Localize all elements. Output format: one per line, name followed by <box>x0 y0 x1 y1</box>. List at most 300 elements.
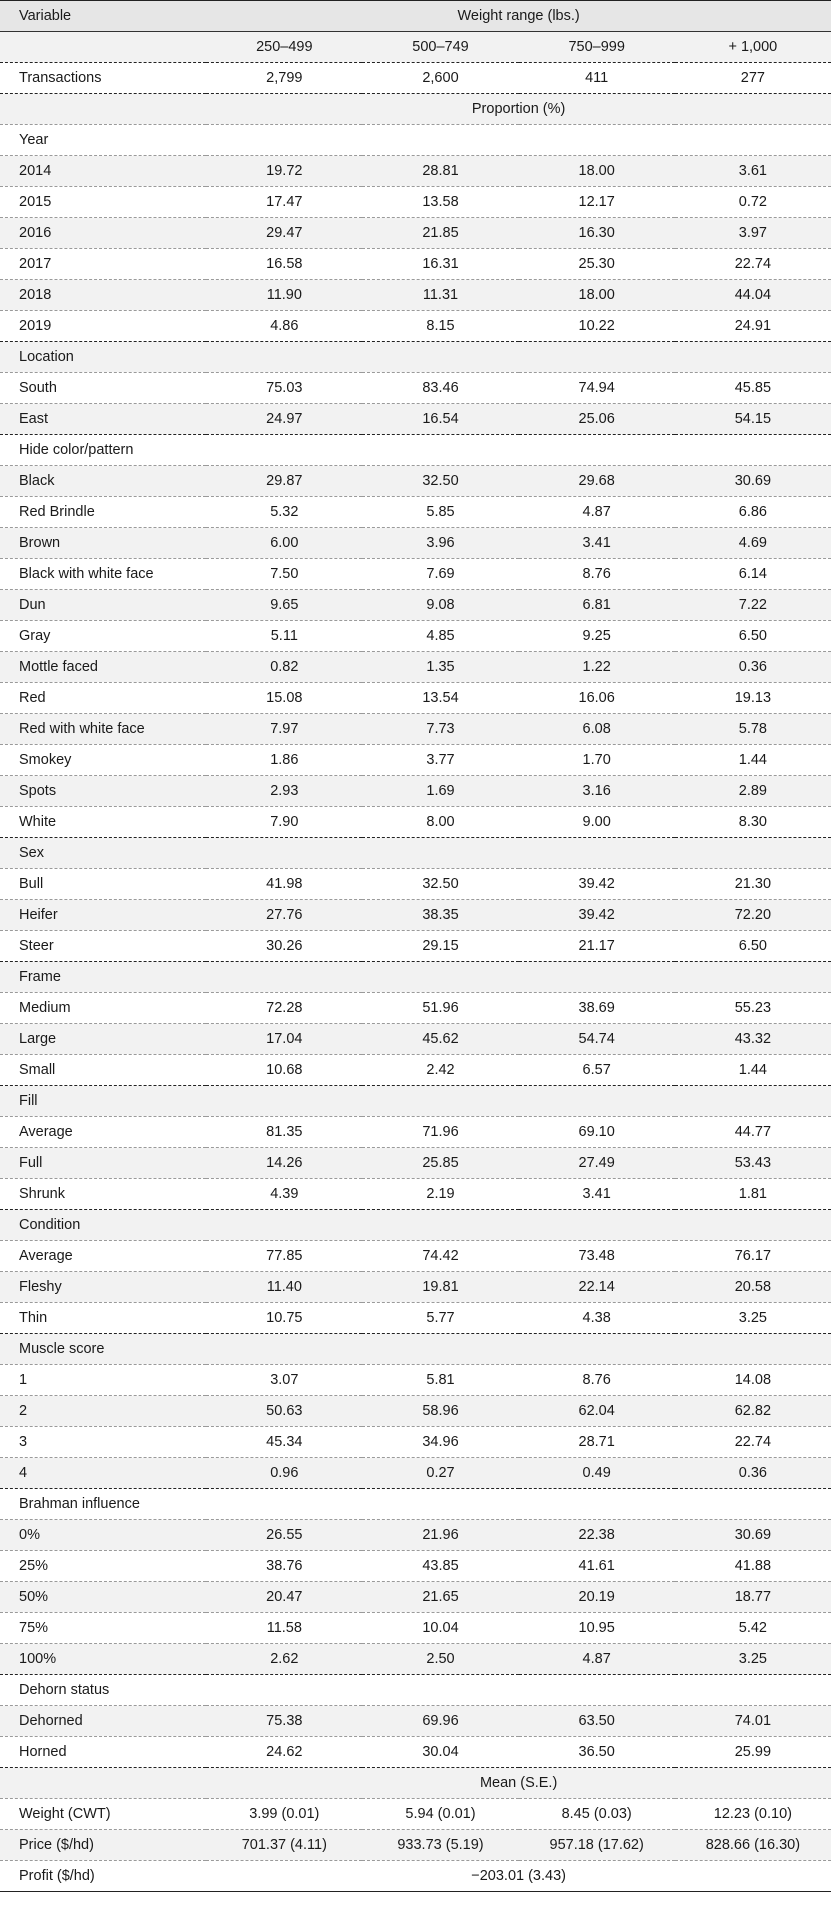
cell-value: 10.68 <box>206 1055 362 1086</box>
cell-value: 20.19 <box>519 1582 675 1613</box>
cell-value: 27.49 <box>519 1148 675 1179</box>
cell-value: 4.38 <box>519 1303 675 1334</box>
cell-value: 11.31 <box>362 280 518 311</box>
table-row <box>0 931 831 962</box>
cell-value: 8.76 <box>519 1365 675 1396</box>
row-label: Shrunk <box>0 1179 206 1210</box>
cell-value: 2.42 <box>362 1055 518 1086</box>
cell-value: 2.62 <box>206 1644 362 1675</box>
section-title: Dehorn status <box>0 1675 831 1706</box>
cell-value: 13.58 <box>362 187 518 218</box>
cell-value: 39.42 <box>519 869 675 900</box>
cell-value: 44.04 <box>675 280 831 311</box>
cell-value: 74.42 <box>362 1241 518 1272</box>
cell-value: 7.97 <box>206 714 362 745</box>
cell-value: 34.96 <box>362 1427 518 1458</box>
cell-value: 62.82 <box>675 1396 831 1427</box>
row-label: Thin <box>0 1303 206 1334</box>
row-label: 100% <box>0 1644 206 1675</box>
column-header: 750–999 <box>519 32 675 63</box>
cell-value: 16.30 <box>519 218 675 249</box>
row-label: 75% <box>0 1613 206 1644</box>
cell-value: 3.16 <box>519 776 675 807</box>
cell-value: 6.81 <box>519 590 675 621</box>
section-title-row <box>0 435 831 466</box>
row-label: 2016 <box>0 218 206 249</box>
cell-value: 3.96 <box>362 528 518 559</box>
table-row <box>0 1706 831 1737</box>
table-row <box>0 311 831 342</box>
cell-value: 28.71 <box>519 1427 675 1458</box>
section-title: Location <box>0 342 831 373</box>
cell-value: 7.69 <box>362 559 518 590</box>
table-row <box>0 993 831 1024</box>
cell-value: 50.63 <box>206 1396 362 1427</box>
cell-value: 26.55 <box>206 1520 362 1551</box>
cell-value: 14.08 <box>675 1365 831 1396</box>
cell-value: 0.36 <box>675 1458 831 1489</box>
table-row <box>0 590 831 621</box>
table-row <box>0 1365 831 1396</box>
section-title-row <box>0 342 831 373</box>
cell-value: 7.90 <box>206 807 362 838</box>
row-label: 2 <box>0 1396 206 1427</box>
cell-value: 0.36 <box>675 652 831 683</box>
cell-value: 44.77 <box>675 1117 831 1148</box>
cell-value: 53.43 <box>675 1148 831 1179</box>
cell-value: 4.86 <box>206 311 362 342</box>
cell-value: 58.96 <box>362 1396 518 1427</box>
cell-value: 6.00 <box>206 528 362 559</box>
proportion-label: Proportion (%) <box>206 94 831 125</box>
cell-value: 15.08 <box>206 683 362 714</box>
cell-value: 36.50 <box>519 1737 675 1768</box>
cell-value: 11.58 <box>206 1613 362 1644</box>
cell-value: 72.20 <box>675 900 831 931</box>
table-header-row <box>0 1 831 32</box>
table-row <box>0 404 831 435</box>
cell-value: 21.17 <box>519 931 675 962</box>
cell-value: 25.06 <box>519 404 675 435</box>
row-label: White <box>0 807 206 838</box>
cell-value: 18.00 <box>519 280 675 311</box>
column-header: 250–499 <box>206 32 362 63</box>
cell-value: 3.41 <box>519 528 675 559</box>
row-label: East <box>0 404 206 435</box>
row-label: Weight (CWT) <box>0 1799 206 1830</box>
cell-value: 24.97 <box>206 404 362 435</box>
cell-value: 9.08 <box>362 590 518 621</box>
row-label: 0% <box>0 1520 206 1551</box>
cell-value: 8.30 <box>675 807 831 838</box>
row-label: Red with white face <box>0 714 206 745</box>
table-row <box>0 1179 831 1210</box>
cell-value: 1.22 <box>519 652 675 683</box>
cell-value: 411 <box>519 63 675 94</box>
table-row <box>0 1024 831 1055</box>
section-title: Condition <box>0 1210 831 1241</box>
row-label: Average <box>0 1241 206 1272</box>
cell-value: 29.47 <box>206 218 362 249</box>
cell-value: 3.77 <box>362 745 518 776</box>
cell-value: 1.86 <box>206 745 362 776</box>
cell-value: 16.06 <box>519 683 675 714</box>
weight-range-header: Weight range (lbs.) <box>206 1 831 32</box>
cell-value: 5.94 (0.01) <box>362 1799 518 1830</box>
cell-value: 3.97 <box>675 218 831 249</box>
mean-label: Mean (S.E.) <box>206 1768 831 1799</box>
section-title-row <box>0 1086 831 1117</box>
cell-value: 12.23 (0.10) <box>675 1799 831 1830</box>
proportion-row <box>0 94 831 125</box>
cell-value: 19.13 <box>675 683 831 714</box>
section-title: Sex <box>0 838 831 869</box>
cell-value: 16.54 <box>362 404 518 435</box>
table-row <box>0 1303 831 1334</box>
table-row <box>0 714 831 745</box>
row-label: 1 <box>0 1365 206 1396</box>
table-row <box>0 621 831 652</box>
cell-value: 25.85 <box>362 1148 518 1179</box>
table-row <box>0 187 831 218</box>
cell-value: 77.85 <box>206 1241 362 1272</box>
cell-value: 20.58 <box>675 1272 831 1303</box>
row-label: Large <box>0 1024 206 1055</box>
row-label: Steer <box>0 931 206 962</box>
cell-value: 18.77 <box>675 1582 831 1613</box>
mean-row <box>0 1799 831 1830</box>
cell-value: 8.45 (0.03) <box>519 1799 675 1830</box>
cell-value: 0.96 <box>206 1458 362 1489</box>
table-row <box>0 683 831 714</box>
section-title: Hide color/pattern <box>0 435 831 466</box>
cell-value: 43.85 <box>362 1551 518 1582</box>
cell-value: 18.00 <box>519 156 675 187</box>
cell-value: 30.26 <box>206 931 362 962</box>
cell-value: 27.76 <box>206 900 362 931</box>
cell-value: 8.76 <box>519 559 675 590</box>
profit-value: −203.01 (3.43) <box>206 1861 831 1892</box>
cell-value: 6.57 <box>519 1055 675 1086</box>
cell-value: 8.15 <box>362 311 518 342</box>
table-row <box>0 218 831 249</box>
cell-value: 957.18 (17.62) <box>519 1830 675 1861</box>
variable-header: Variable <box>0 1 206 32</box>
table-row <box>0 1117 831 1148</box>
row-label: Dehorned <box>0 1706 206 1737</box>
cell-value: 30.69 <box>675 466 831 497</box>
cell-value: 28.81 <box>362 156 518 187</box>
row-label: 2019 <box>0 311 206 342</box>
cell-value: 9.25 <box>519 621 675 652</box>
cell-value: 10.22 <box>519 311 675 342</box>
table-row <box>0 1644 831 1675</box>
table-row <box>0 1396 831 1427</box>
cell-value: 38.69 <box>519 993 675 1024</box>
row-label: Black with white face <box>0 559 206 590</box>
cell-value: 9.00 <box>519 807 675 838</box>
cell-value: 38.76 <box>206 1551 362 1582</box>
cell-value: 16.58 <box>206 249 362 280</box>
cell-value: 21.30 <box>675 869 831 900</box>
cell-value: 24.62 <box>206 1737 362 1768</box>
cell-value: 6.86 <box>675 497 831 528</box>
mean-row <box>0 1830 831 1861</box>
row-label: 2017 <box>0 249 206 280</box>
cell-value: 6.50 <box>675 931 831 962</box>
cell-value: 21.96 <box>362 1520 518 1551</box>
row-label: South <box>0 373 206 404</box>
cell-value: 2.89 <box>675 776 831 807</box>
cell-value: 19.72 <box>206 156 362 187</box>
cell-value: 29.68 <box>519 466 675 497</box>
cell-value: 11.90 <box>206 280 362 311</box>
cell-value: 54.15 <box>675 404 831 435</box>
cell-value: 5.85 <box>362 497 518 528</box>
table-row <box>0 559 831 590</box>
cell-value: 22.74 <box>675 249 831 280</box>
section-title-row <box>0 962 831 993</box>
cell-value: 25.99 <box>675 1737 831 1768</box>
row-label: Gray <box>0 621 206 652</box>
cell-value: 0.27 <box>362 1458 518 1489</box>
cell-value: 17.04 <box>206 1024 362 1055</box>
empty-cell <box>0 94 206 125</box>
section-title: Year <box>0 125 831 156</box>
row-label: 4 <box>0 1458 206 1489</box>
row-label: Mottle faced <box>0 652 206 683</box>
cell-value: 6.14 <box>675 559 831 590</box>
cell-value: 30.04 <box>362 1737 518 1768</box>
mean-header-row <box>0 1768 831 1799</box>
cell-value: 75.38 <box>206 1706 362 1737</box>
section-title-row <box>0 1489 831 1520</box>
cell-value: 22.74 <box>675 1427 831 1458</box>
cell-value: 10.75 <box>206 1303 362 1334</box>
cell-value: 83.46 <box>362 373 518 404</box>
cell-value: 5.77 <box>362 1303 518 1334</box>
row-label: Transactions <box>0 63 206 94</box>
cell-value: 10.95 <box>519 1613 675 1644</box>
cell-value: 6.50 <box>675 621 831 652</box>
row-label: Red <box>0 683 206 714</box>
cell-value: 81.35 <box>206 1117 362 1148</box>
row-label: Black <box>0 466 206 497</box>
cell-value: 3.25 <box>675 1644 831 1675</box>
cell-value: 62.04 <box>519 1396 675 1427</box>
table-row <box>0 528 831 559</box>
cell-value: 4.87 <box>519 497 675 528</box>
cell-value: 75.03 <box>206 373 362 404</box>
row-label: 2018 <box>0 280 206 311</box>
weight-columns-row <box>0 32 831 63</box>
cell-value: 45.34 <box>206 1427 362 1458</box>
cell-value: 3.41 <box>519 1179 675 1210</box>
cell-value: 10.04 <box>362 1613 518 1644</box>
cell-value: 41.61 <box>519 1551 675 1582</box>
cell-value: 5.78 <box>675 714 831 745</box>
row-label: Small <box>0 1055 206 1086</box>
cell-value: 4.87 <box>519 1644 675 1675</box>
cell-value: 17.47 <box>206 187 362 218</box>
cell-value: 7.73 <box>362 714 518 745</box>
section-title-row <box>0 838 831 869</box>
table-body <box>0 1 831 1892</box>
cell-value: 14.26 <box>206 1148 362 1179</box>
cell-value: 933.73 (5.19) <box>362 1830 518 1861</box>
row-label: Profit ($/hd) <box>0 1861 206 1892</box>
table-row <box>0 1551 831 1582</box>
cell-value: 69.96 <box>362 1706 518 1737</box>
cell-value: 69.10 <box>519 1117 675 1148</box>
section-title-row <box>0 1675 831 1706</box>
cell-value: 41.98 <box>206 869 362 900</box>
table-row <box>0 249 831 280</box>
row-label: 2015 <box>0 187 206 218</box>
cell-value: 22.38 <box>519 1520 675 1551</box>
cell-value: 2,799 <box>206 63 362 94</box>
cell-value: 1.44 <box>675 1055 831 1086</box>
row-label: 25% <box>0 1551 206 1582</box>
table-row <box>0 373 831 404</box>
cell-value: 1.44 <box>675 745 831 776</box>
cell-value: 4.85 <box>362 621 518 652</box>
row-label: Spots <box>0 776 206 807</box>
cell-value: 38.35 <box>362 900 518 931</box>
section-title-row <box>0 1210 831 1241</box>
cell-value: 8.00 <box>362 807 518 838</box>
cell-value: 1.69 <box>362 776 518 807</box>
cell-value: 12.17 <box>519 187 675 218</box>
cell-value: 701.37 (4.11) <box>206 1830 362 1861</box>
cell-value: 45.62 <box>362 1024 518 1055</box>
cell-value: 24.91 <box>675 311 831 342</box>
row-label: Smokey <box>0 745 206 776</box>
cell-value: 3.25 <box>675 1303 831 1334</box>
table-row <box>0 1582 831 1613</box>
empty-cell <box>0 32 206 63</box>
cell-value: 13.54 <box>362 683 518 714</box>
section-title: Fill <box>0 1086 831 1117</box>
row-label: Full <box>0 1148 206 1179</box>
cell-value: 11.40 <box>206 1272 362 1303</box>
section-title: Muscle score <box>0 1334 831 1365</box>
table-row <box>0 1241 831 1272</box>
table-row <box>0 1737 831 1768</box>
row-label: Horned <box>0 1737 206 1768</box>
table-row <box>0 280 831 311</box>
cell-value: 5.11 <box>206 621 362 652</box>
cell-value: 828.66 (16.30) <box>675 1830 831 1861</box>
cell-value: 73.48 <box>519 1241 675 1272</box>
table-row <box>0 1272 831 1303</box>
cell-value: 1.35 <box>362 652 518 683</box>
cell-value: 39.42 <box>519 900 675 931</box>
table-row <box>0 1458 831 1489</box>
section-title: Brahman influence <box>0 1489 831 1520</box>
column-header: 500–749 <box>362 32 518 63</box>
section-title-row <box>0 125 831 156</box>
table-row <box>0 1148 831 1179</box>
cell-value: 4.69 <box>675 528 831 559</box>
cell-value: 5.42 <box>675 1613 831 1644</box>
row-label: Bull <box>0 869 206 900</box>
table-row <box>0 156 831 187</box>
cell-value: 1.81 <box>675 1179 831 1210</box>
table-row <box>0 900 831 931</box>
table-row <box>0 497 831 528</box>
table-row <box>0 807 831 838</box>
cell-value: 5.81 <box>362 1365 518 1396</box>
cell-value: 0.82 <box>206 652 362 683</box>
cell-value: 7.22 <box>675 590 831 621</box>
cell-value: 76.17 <box>675 1241 831 1272</box>
table-row <box>0 1427 831 1458</box>
cell-value: 30.69 <box>675 1520 831 1551</box>
cell-value: 32.50 <box>362 466 518 497</box>
cell-value: 3.61 <box>675 156 831 187</box>
cell-value: 3.07 <box>206 1365 362 1396</box>
cell-value: 2.50 <box>362 1644 518 1675</box>
cell-value: 21.85 <box>362 218 518 249</box>
cell-value: 1.70 <box>519 745 675 776</box>
row-label: Brown <box>0 528 206 559</box>
cell-value: 43.32 <box>675 1024 831 1055</box>
column-header: + 1,000 <box>675 32 831 63</box>
table-row <box>0 745 831 776</box>
cell-value: 3.99 (0.01) <box>206 1799 362 1830</box>
cell-value: 0.72 <box>675 187 831 218</box>
cell-value: 54.74 <box>519 1024 675 1055</box>
row-label: Dun <box>0 590 206 621</box>
cell-value: 22.14 <box>519 1272 675 1303</box>
empty-cell <box>0 1768 206 1799</box>
cell-value: 2.19 <box>362 1179 518 1210</box>
transactions-row <box>0 63 831 94</box>
cell-value: 277 <box>675 63 831 94</box>
cell-value: 29.15 <box>362 931 518 962</box>
cell-value: 63.50 <box>519 1706 675 1737</box>
row-label: 2014 <box>0 156 206 187</box>
cell-value: 25.30 <box>519 249 675 280</box>
cell-value: 2.93 <box>206 776 362 807</box>
table-row <box>0 776 831 807</box>
cell-value: 5.32 <box>206 497 362 528</box>
cell-value: 71.96 <box>362 1117 518 1148</box>
cell-value: 7.50 <box>206 559 362 590</box>
section-title: Frame <box>0 962 831 993</box>
row-label: 3 <box>0 1427 206 1458</box>
table-row <box>0 1055 831 1086</box>
cell-value: 16.31 <box>362 249 518 280</box>
cell-value: 74.01 <box>675 1706 831 1737</box>
row-label: Medium <box>0 993 206 1024</box>
table-row <box>0 1613 831 1644</box>
row-label: Price ($/hd) <box>0 1830 206 1861</box>
section-title-row <box>0 1334 831 1365</box>
table-row <box>0 652 831 683</box>
cell-value: 45.85 <box>675 373 831 404</box>
row-label: Heifer <box>0 900 206 931</box>
profit-row <box>0 1861 831 1892</box>
row-label: Red Brindle <box>0 497 206 528</box>
cell-value: 9.65 <box>206 590 362 621</box>
cell-value: 74.94 <box>519 373 675 404</box>
table-row <box>0 466 831 497</box>
table-row <box>0 1520 831 1551</box>
row-label: Average <box>0 1117 206 1148</box>
cell-value: 0.49 <box>519 1458 675 1489</box>
